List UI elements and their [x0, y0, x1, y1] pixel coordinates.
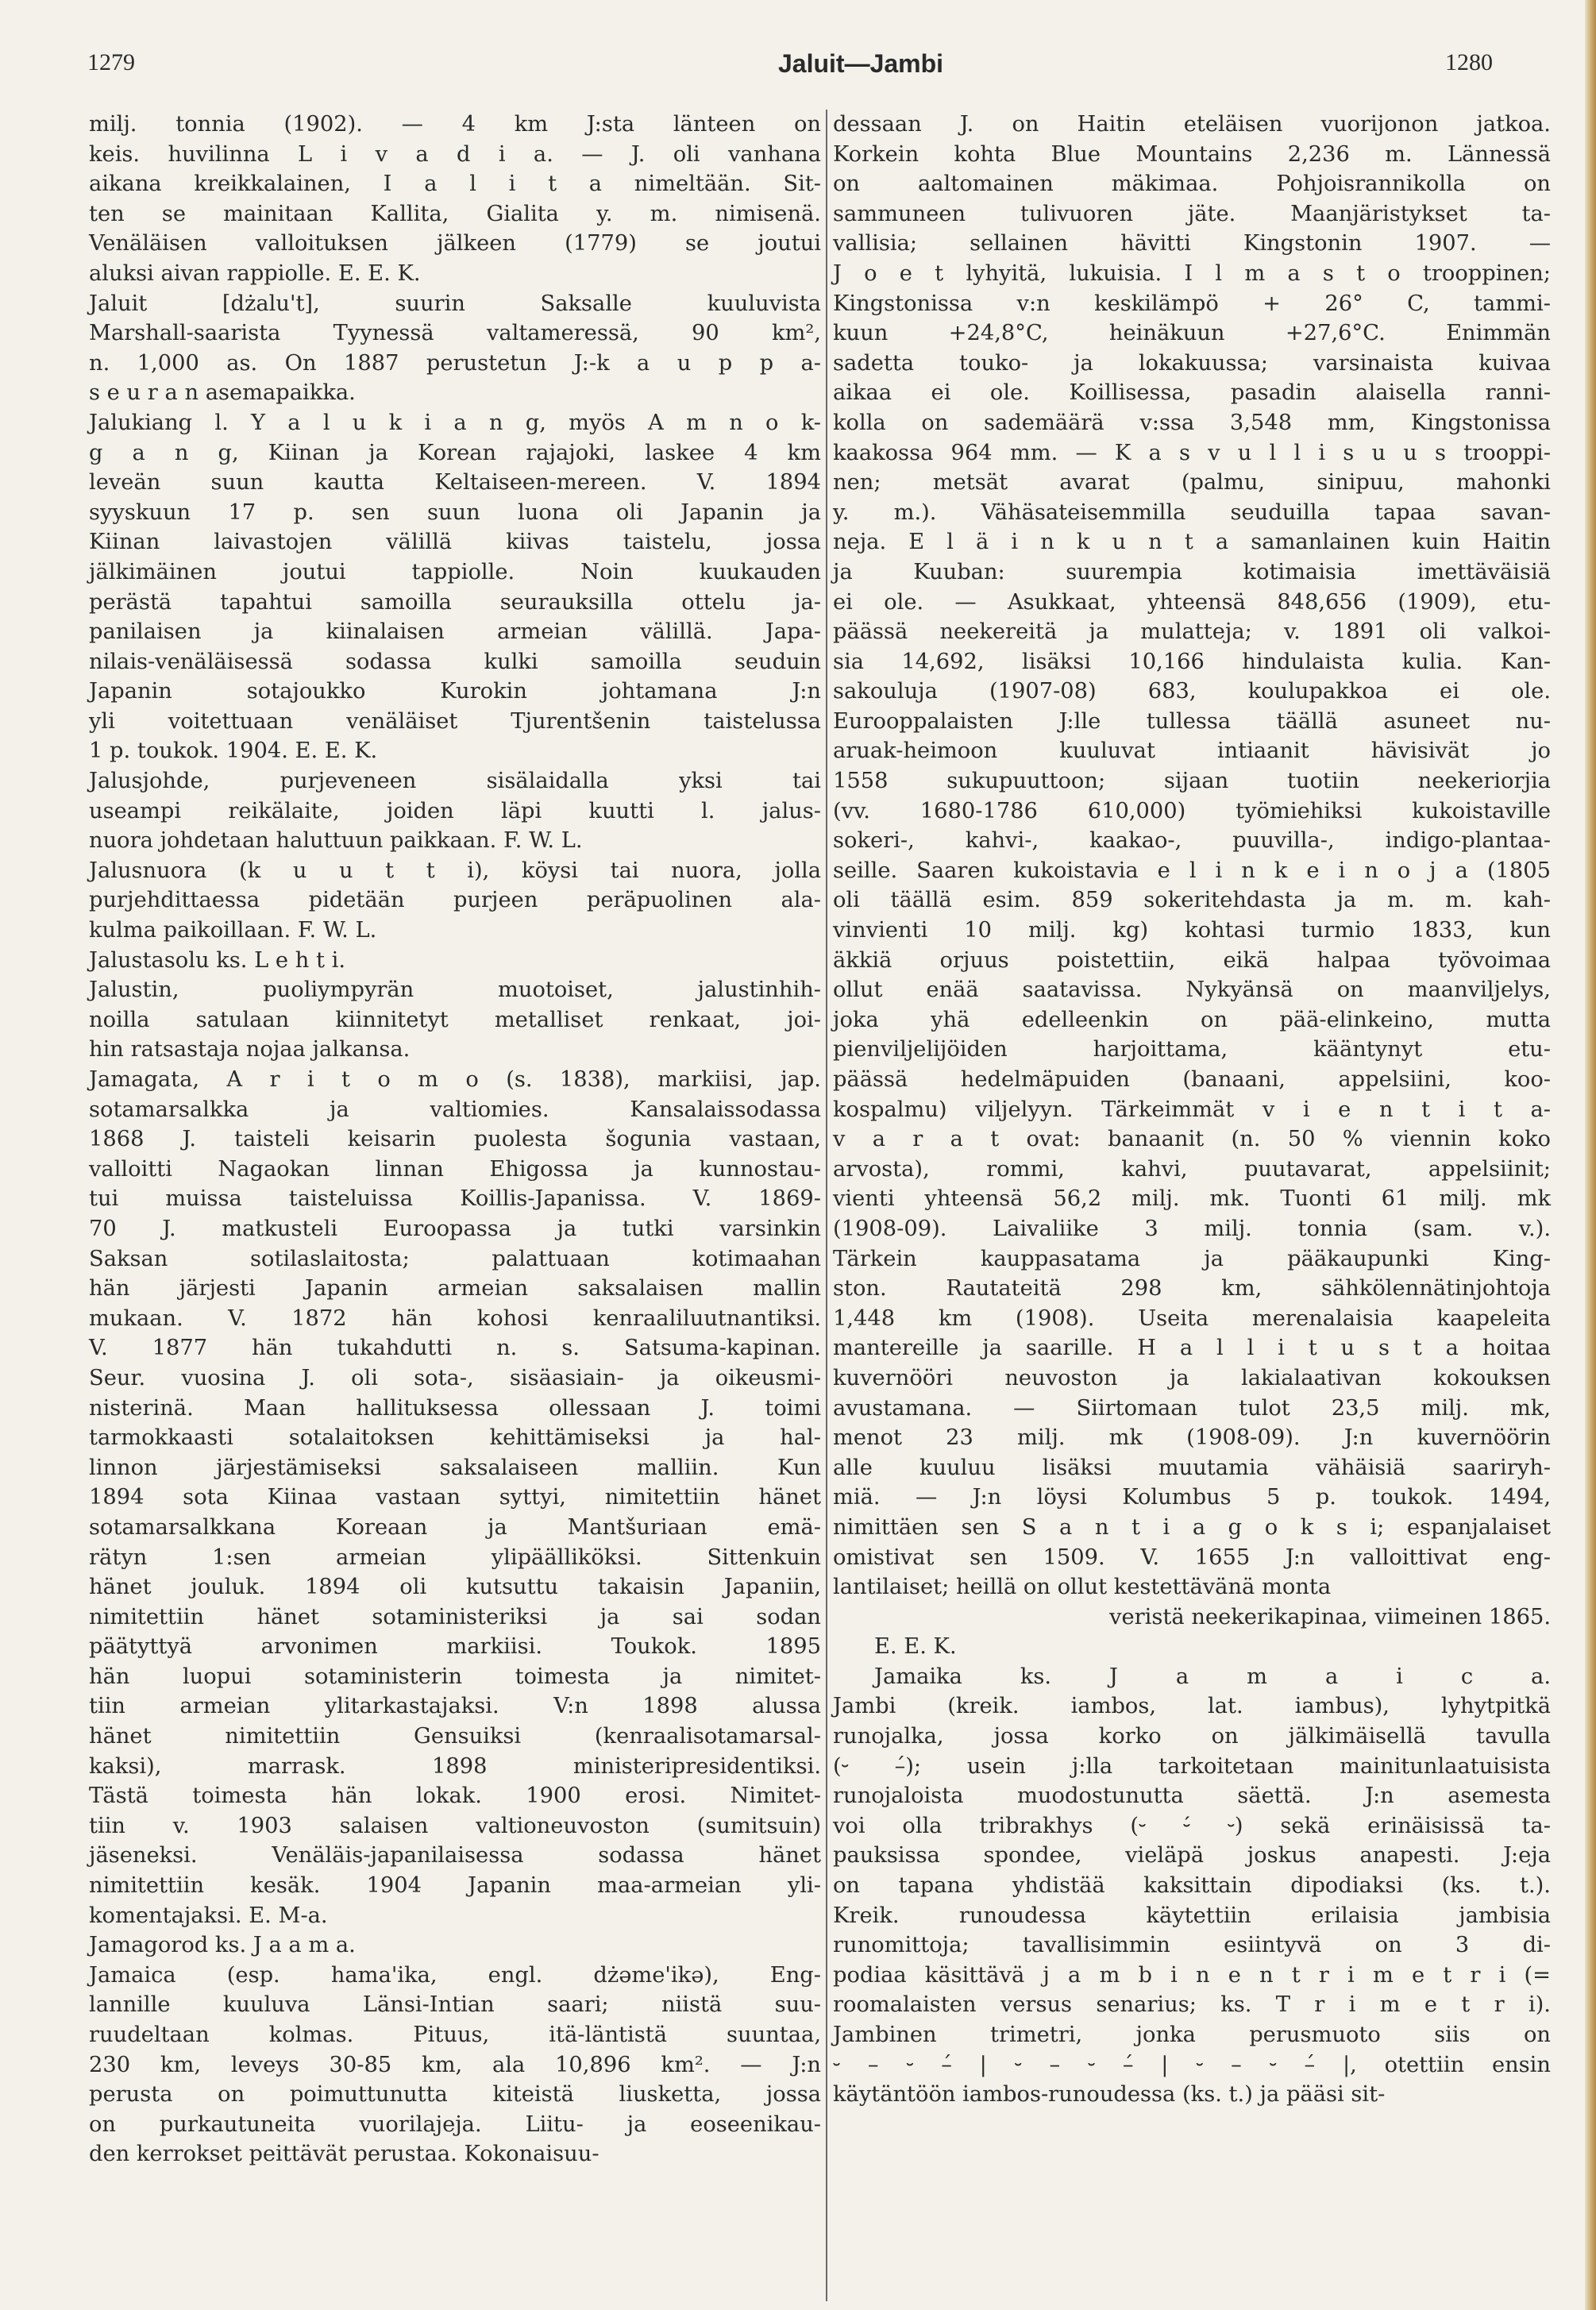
text-line: runojalka, jossa korko on jälkimäisellä tavulla	[833, 1724, 1551, 1749]
text-line: hin ratsastaja nojaa jalkansa.	[89, 1037, 411, 1062]
text-line: 1 p. toukok. 1904. E. E. K.	[89, 739, 378, 764]
text-line: Marshall-saarista Tyynessä valtameressä, 90 km²,	[89, 321, 821, 346]
text-line: Kiinan laivastojen välillä kiivas taistelu, jossa	[89, 530, 821, 555]
text-line: ten se mainitaan Kallita, Gialita y. m. nimisenä.	[89, 201, 821, 226]
text-line: perästä tapahtui samoilla seurauksilla ottelu ja-	[89, 589, 821, 615]
text-line: pienviljelijöiden harjoittama, kääntynyt etu-	[833, 1037, 1551, 1062]
text-line: Tärkein kauppasatama ja pääkaupunki King-	[833, 1246, 1551, 1271]
text-line: Jamagata, A r i t o m o (s. 1838), markiisi, jap.	[89, 1067, 821, 1092]
text-line: voi olla tribrakhys (⏑ ⏑́ ⏑) sekä erinäisissä ta-	[833, 1813, 1551, 1838]
text-line: g a n g, Kiinan ja Korean rajajoki, laskee 4 km	[89, 440, 821, 465]
text-line: Jalustin, puoliympyrän muotoiset, jalustinhih-	[89, 978, 821, 1003]
text-line: neja. E l ä i n k u n t a samanlainen kuin Haitin	[833, 530, 1551, 555]
text-line: sokeri-, kahvi-, kaakao-, puuvilla-, indigo-plantaa-	[833, 828, 1551, 854]
text-line: 1868 J. taisteli keisarin puolesta šogunia vastaan,	[89, 1127, 821, 1152]
text-line: panilaisen ja kiinalaisen armeian välillä. Japa-	[89, 619, 821, 645]
text-line: aikana kreikkalainen, I a l i t a nimeltään. Sit-	[89, 172, 821, 197]
text-line: hänet jouluk. 1894 oli kutsuttu takaisin Japaniin,	[89, 1575, 821, 1600]
text-line: sia 14,692, lisäksi 10,166 hindulaista kulia. Kan-	[833, 649, 1551, 674]
text-line: Jalusnuora (k u u t t i), köysi tai nuora, jolla	[89, 858, 821, 883]
text-line: valloitti Nagaokan linnan Ehigossa ja kunnostau-	[89, 1156, 821, 1182]
text-line: linnon järjestämiseksi saksalaiseen malliin. Kun	[89, 1455, 821, 1480]
text-line: nimittäen sen S a n t i a g o k s i; espanjalaiset	[833, 1514, 1551, 1540]
text-line: (vv. 1680-1786 610,000) työmiehiksi kukoistaville	[833, 798, 1551, 823]
text-line: leveän suun kautta Keltaiseen-mereen. V. 1894	[89, 470, 821, 496]
text-line: alle kuuluu lisäksi muutamia vähäisiä saariryh-	[833, 1455, 1551, 1480]
text-line: Jaluit [dżalu't], suurin Saksalle kuuluvista	[89, 291, 821, 316]
text-line: runojaloista muodostunutta säettä. J:n asemesta	[833, 1784, 1551, 1809]
text-line: äkkiä orjuus poistettiin, eikä halpaa työvoimaa	[833, 947, 1551, 973]
text-line: avustamana. — Siirtomaan tulot 23,5 milj. mk,	[833, 1395, 1551, 1421]
text-line: seille. Saaren kukoistavia e l i n k e i n o j a (1805	[833, 858, 1551, 883]
text-line: ston. Rautateitä 298 km, sähkölennätinjohtoja	[833, 1276, 1551, 1302]
text-line: Japanin sotajoukko Kurokin johtamana J:n	[89, 679, 821, 704]
text-line: den kerrokset peittävät perustaa. Kokonaisuu-	[89, 2142, 599, 2167]
text-line: komentajaksi. E. M-a.	[89, 1903, 328, 1928]
text-line: yli voitettuaan venäläiset Tjurentšenin taistelussa	[89, 708, 821, 734]
text-line: Saksan sotilaslaitosta; palattuaan kotimaahan	[89, 1246, 821, 1271]
text-line: 230 km, leveys 30-85 km, ala 10,896 km². — J:n	[89, 2052, 821, 2077]
text-line: nisterinä. Maan hallituksessa ollessaan J. toimi	[89, 1395, 821, 1421]
text-line: miä. — J:n löysi Kolumbus 5 p. toukok. 1494,	[833, 1485, 1551, 1510]
text-line: vinvienti 10 milj. kg) kohtasi turmio 1833, kun	[833, 918, 1551, 943]
text-line: nimitettiin kesäk. 1904 Japanin maa-armeian yli-	[89, 1873, 821, 1899]
text-line: Eurooppalaisten J:lle tullessa täällä asuneet nu-	[833, 708, 1551, 734]
text-line: E. E. K.	[874, 1634, 957, 1660]
text-line: tiin armeian ylitarkastajaksi. V:n 1898 alussa	[89, 1694, 821, 1719]
text-line: Korkein kohta Blue Mountains 2,236 m. Lännessä	[833, 141, 1551, 167]
text-line: Jambinen trimetri, jonka perusmuoto siis on	[833, 2023, 1551, 2047]
text-line: joka yhä edelleenkin on pää-elinkeino, mutta	[833, 1007, 1551, 1032]
text-line: hän luopui sotaministerin toimesta ja nimitet-	[89, 1664, 821, 1689]
text-line: päässä hedelmäpuiden (banaani, appelsiini, koo-	[833, 1067, 1551, 1092]
text-line: runomittoja; tavallisimmin esiintyvä on 3 di-	[833, 1933, 1551, 1958]
text-line: tiin v. 1903 salaisen valtioneuvoston (sumitsuin)	[89, 1813, 821, 1838]
text-line: veristä neekerikapinaa, viimeinen 1865.	[1109, 1604, 1551, 1629]
text-line: 1558 sukupuuttoon; sijaan tuotiin neekeriorjia	[833, 769, 1551, 794]
text-line: mukaan. V. 1872 hän kohosi kenraaliluutnantiksi.	[89, 1305, 821, 1331]
text-line: kospalmu) viljelyyn. Tärkeimmät v i e n t i t a-	[833, 1097, 1551, 1122]
text-line: vallisia; sellainen hävitti Kingstonin 1907. —	[833, 231, 1551, 256]
text-line: tarmokkaasti sotalaitoksen kehittämiseksi ja hal-	[89, 1425, 821, 1451]
text-line: Kreik. runoudessa käytettiin erilaisia jambisia	[833, 1903, 1551, 1928]
text-line: ruudeltaan kolmas. Pituus, itä-läntistä suuntaa,	[89, 2023, 821, 2047]
text-line: nimitettiin hänet sotaministeriksi ja sai sodan	[89, 1604, 821, 1629]
text-line: on purkautuneita vuorilajeja. Liitu- ja eoseenikau-	[89, 2111, 821, 2137]
text-line: (⏑ –́); usein j:lla tarkoitetaan mainitunlaatuisista	[833, 1753, 1551, 1779]
text-line: purjehdittaessa pidetään purjeen peräpuolinen ala-	[89, 888, 821, 913]
text-line: V. 1877 hän tukahdutti n. s. Satsuma-kapinan.	[89, 1336, 821, 1361]
text-line: on aaltomainen mäkimaa. Pohjoisrannikolla on	[833, 172, 1551, 197]
text-line: keis. huvilinna L i v a d i a. — J. oli vanhana	[89, 141, 821, 167]
text-line: s e u r a n asemapaikka.	[89, 380, 356, 406]
text-line: Jamaica (esp. hama'ika, engl. dżəme'ikə), Eng-	[89, 1962, 821, 1988]
text-line: 1,448 km (1908). Useita merenalaisia kaapeleita	[833, 1305, 1551, 1331]
text-line: kuvernööri neuvoston ja lakialaativan kokouksen	[833, 1365, 1551, 1390]
text-line: noilla satulaan kiinnitetyt metalliset renkaat, joi-	[89, 1007, 821, 1032]
text-line: sotamarsalkkana Koreaan ja Mantšuriaan emä-	[89, 1514, 821, 1540]
text-line: kaksi), marrask. 1898 ministeripresidentiksi.	[89, 1753, 821, 1779]
text-line: Seur. vuosina J. oli sota-, sisäasiain- ja oikeusmi-	[89, 1365, 821, 1390]
text-line: milj. tonnia (1902). — 4 km J:sta länteen on	[89, 112, 821, 137]
text-line: hän järjesti Japanin armeian saksalaisen mallin	[89, 1276, 821, 1302]
text-line: Jamagorod ks. J a a m a.	[89, 1933, 356, 1958]
text-line: Tästä toimesta hän lokak. 1900 erosi. Nimitet-	[89, 1784, 821, 1809]
text-line: ⏑ – ⏑ –́ | ⏑ – ⏑ –́ | ⏑ – ⏑ –́ |, otettiin ensin	[833, 2052, 1551, 2077]
text-line: Jalustasolu ks. L e h t i.	[89, 947, 346, 973]
text-line: y. m.). Vähäsateisemmilla seuduilla tapaa savan-	[833, 499, 1551, 525]
text-line: perusta on poimuttunutta kiteistä liusketta, jossa	[89, 2082, 821, 2108]
text-line: nilais-venäläisessä sodassa kulki samoilla seuduin	[89, 649, 821, 674]
text-line: v a r a t ovat: banaanit (n. 50 % viennin koko	[833, 1127, 1551, 1152]
text-line: rätyn 1:sen armeian ylipäälliköksi. Sittenkuin	[89, 1544, 821, 1570]
text-line: sakouluja (1907-08) 683, koulupakkoa ei ole.	[833, 679, 1551, 704]
text-line: dessaan J. on Haitin eteläisen vuorijonon jatkoa.	[833, 112, 1551, 137]
text-line: arvosta), rommi, kahvi, puutavarat, appelsiinit;	[833, 1156, 1551, 1182]
text-line: lantilaiset; heillä on ollut kestettävänä monta	[833, 1575, 1332, 1600]
text-line: Jambi (kreik. iambos, lat. iambus), lyhytpitkä	[833, 1694, 1551, 1719]
text-line: aruak-heimoon kuuluvat intiaanit hävisivät jo	[833, 739, 1551, 764]
text-line: (1908-09). Laivaliike 3 milj. tonnia (sam. v.).	[833, 1216, 1551, 1241]
text-line: mantereille ja saarille. H a l l i t u s t a hoitaa	[833, 1336, 1551, 1361]
text-line: päässä neekereitä ja mulatteja; v. 1891 oli valkoi-	[833, 619, 1551, 645]
right-text-column	[833, 110, 1551, 2110]
text-line: sadetta touko- ja lokakuussa; varsinaista kuivaa	[833, 350, 1551, 376]
text-line: syyskuun 17 p. sen suun luona oli Japanin ja	[89, 499, 821, 525]
text-line: ei ole. — Asukkaat, yhteensä 848,656 (1909), etu-	[833, 589, 1551, 615]
text-line: ollut enää saatavissa. Nykyänsä on maanviljelys,	[833, 978, 1551, 1003]
text-line: lannille kuuluva Länsi-Intian saari; niistä suu-	[89, 1992, 821, 2018]
text-line: kolla on sademäärä v:ssa 3,548 mm, Kingstonissa	[833, 410, 1551, 435]
text-line: sotamarsalkka ja valtiomies. Kansalaissodassa	[89, 1097, 821, 1122]
left-page-number: 1279	[87, 49, 135, 75]
text-line: Venäläisen valloituksen jälkeen (1779) se joutui	[89, 231, 821, 256]
text-line: menot 23 milj. mk (1908-09). J:n kuvernöörin	[833, 1425, 1551, 1451]
text-line: roomalaisten versus senarius; ks. T r i m e t r i).	[833, 1992, 1551, 2018]
text-line: päätyttyä arvonimen markiisi. Toukok. 1895	[89, 1634, 821, 1660]
text-line: pauksissa spondee, vieläpä joskus anapesti. J:eja	[833, 1843, 1551, 1868]
text-line: on tapana yhdistää kaksittain dipodiaksi (ks. t.).	[833, 1873, 1551, 1899]
text-line: ja Kuuban: suurempia kotimaisia imettäväisiä	[833, 559, 1551, 584]
text-line: 1894 sota Kiinaa vastaan syttyi, nimitettiin hänet	[89, 1485, 821, 1510]
text-line: hänet nimitettiin Gensuiksi (kenraalisotamarsal-	[89, 1724, 821, 1749]
text-line: oli täällä esim. 859 sokeritehdasta ja m. m. kah-	[833, 888, 1551, 913]
text-line: omistivat sen 1509. V. 1655 J:n valloittivat eng-	[833, 1544, 1551, 1570]
text-line: käytäntöön iambos-runoudessa (ks. t.) ja pääsi sit-	[833, 2082, 1386, 2108]
text-line: Kingstonissa v:n keskilämpö + 26° C, tammi-	[833, 291, 1551, 316]
text-line: aluksi aivan rappiolle. E. E. K.	[89, 260, 421, 286]
text-line: useampi reikälaite, joiden läpi kuutti l. jalus-	[89, 798, 821, 823]
text-line: 70 J. matkusteli Euroopassa ja tutki varsinkin	[89, 1216, 821, 1241]
left-text-column	[89, 110, 821, 2169]
text-line: kuun +24,8°C, heinäkuun +27,6°C. Enimmän	[833, 321, 1551, 346]
text-line: kaakossa 964 mm. — K a s v u l l i s u u s trooppi-	[833, 440, 1551, 465]
running-title: Jaluit—Jambi	[778, 49, 944, 78]
text-line: tui muissa taisteluissa Koillis-Japanissa. V. 1869-	[89, 1186, 821, 1212]
text-line: kulma paikoillaan. F. W. L.	[89, 918, 377, 943]
text-line: Jalusjohde, purjeveneen sisälaidalla yksi tai	[89, 769, 821, 794]
page-edge	[1585, 0, 1596, 2310]
text-line: Jalukiang l. Y a l u k i a n g, myös A m n o k-	[89, 410, 821, 435]
text-line: J o e t lyhyitä, lukuisia. I l m a s t o trooppinen;	[833, 260, 1551, 286]
column-divider	[826, 110, 827, 2301]
page-header	[87, 49, 1580, 89]
text-line: aikaa ei ole. Koillisessa, pasadin alaisella ranni-	[833, 380, 1551, 406]
text-line: Jamaika ks. J a m a i c a.	[874, 1664, 1551, 1689]
text-line: jälkimäinen joutui tappiolle. Noin kuukauden	[89, 559, 821, 584]
text-line: sammuneen tulivuoren jäte. Maanjäristykset ta-	[833, 201, 1551, 226]
right-page-number: 1280	[1445, 49, 1493, 75]
text-line: nuora johdetaan haluttuun paikkaan. F. W. L.	[89, 828, 583, 854]
text-line: podiaa käsittävä j a m b i n e n t r i m e t r i (=	[833, 1962, 1551, 1988]
text-line: jäseneksi. Venäläis-japanilaisessa sodassa hänet	[89, 1843, 821, 1868]
text-line: vienti yhteensä 56,2 milj. mk. Tuonti 61 milj. mk	[833, 1186, 1551, 1212]
text-line: n. 1,000 as. On 1887 perustetun J:-k a u p p a-	[89, 350, 821, 376]
text-line: nen; metsät avarat (palmu, sinipuu, mahonki	[833, 470, 1551, 496]
